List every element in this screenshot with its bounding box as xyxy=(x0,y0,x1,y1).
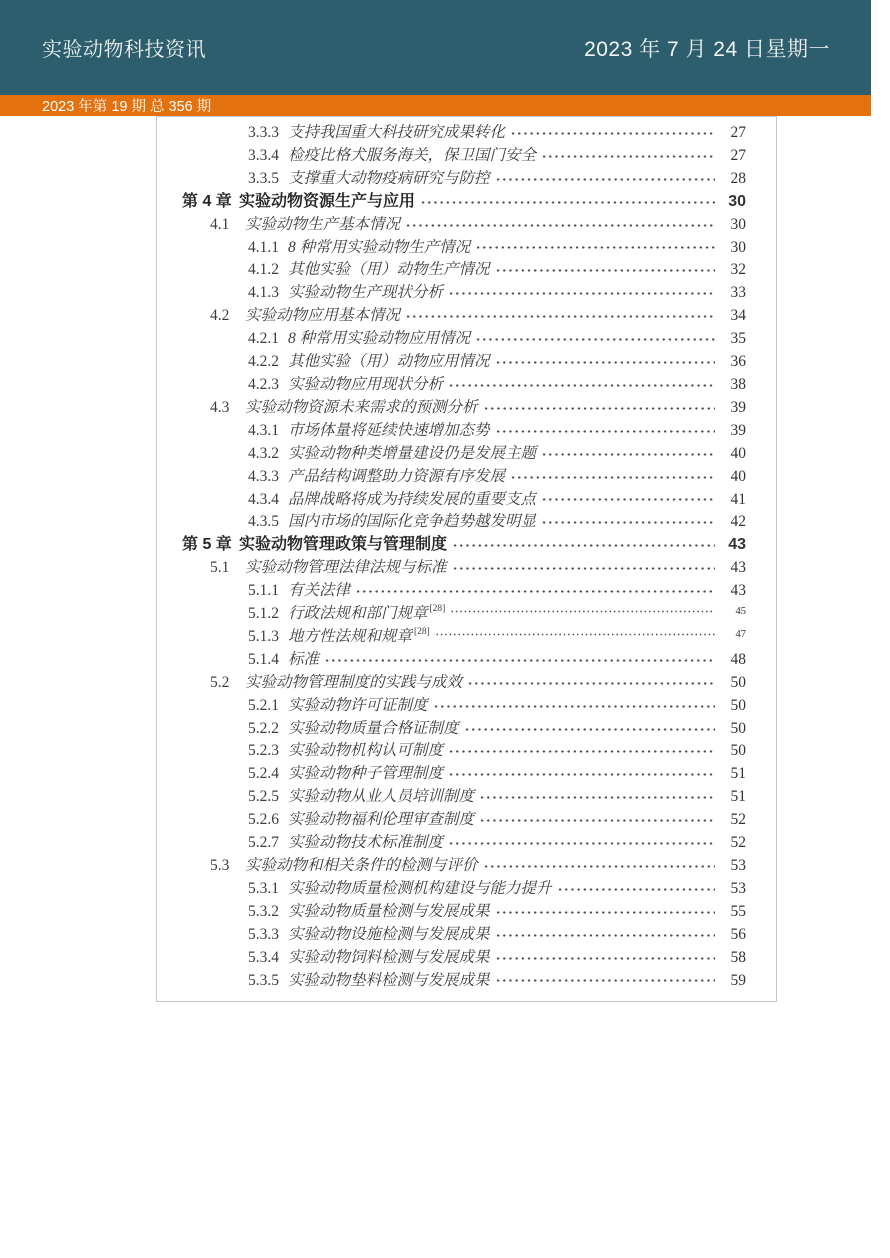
toc-entry-number: 4.2.1 xyxy=(248,330,279,348)
toc-entry-title: 8 种常用实验动物生产情况 xyxy=(288,238,471,256)
toc-entry xyxy=(157,580,746,603)
toc-entry-title: 实验动物资源生产与应用 xyxy=(239,192,416,210)
toc-entry-title: 实验动物管理政策与管理制度 xyxy=(239,536,448,554)
toc-entry-number: 4.3.5 xyxy=(248,513,279,531)
toc-entry xyxy=(157,191,746,214)
toc-entry-page: 58 xyxy=(730,948,746,966)
toc-entry xyxy=(157,557,746,580)
toc-entry-title: 实验动物福利伦理审查制度 xyxy=(288,811,475,829)
toc-entry-number: 4.3.3 xyxy=(248,467,279,485)
toc-entry-page: 53 xyxy=(730,879,746,897)
toc-entry xyxy=(157,282,746,305)
toc-entry-number: 4.3.1 xyxy=(248,421,279,439)
toc-entry-number: 5.3.2 xyxy=(248,902,279,920)
toc-entry xyxy=(157,718,746,741)
toc-entry xyxy=(157,832,746,855)
toc-entry-number: 3.3.3 xyxy=(248,124,279,141)
dot-leader xyxy=(448,382,715,389)
toc-entry xyxy=(157,855,746,878)
toc-entry xyxy=(157,420,746,443)
dot-leader xyxy=(452,565,715,572)
footnote-ref: [28] xyxy=(414,626,430,637)
dot-leader xyxy=(510,130,715,137)
toc-entry-title: 实验动物生产基本情况 xyxy=(245,215,401,233)
toc-entry-number: 5.3.5 xyxy=(248,971,279,989)
toc-entry-number: 5.3.4 xyxy=(248,948,279,966)
toc-entry-number: 5.2.5 xyxy=(248,788,279,806)
toc-entry-number: 5.1.2 xyxy=(248,605,279,623)
dot-leader xyxy=(510,474,715,481)
toc-entry-number: 5.1.4 xyxy=(248,650,279,668)
dot-leader xyxy=(475,244,715,251)
toc-entry-title: 实验动物质量检测与发展成果 xyxy=(288,902,490,920)
toc-entry-title: 实验动物管理法律法规与标准 xyxy=(245,559,447,577)
toc-entry xyxy=(157,489,746,512)
toc-entry-number: 4.2 xyxy=(210,307,230,325)
toc-entry xyxy=(157,672,746,695)
toc-entry-number: 4.2.2 xyxy=(248,353,279,371)
dot-leader xyxy=(541,451,715,458)
toc-entry xyxy=(157,122,746,145)
toc-entry xyxy=(157,259,746,282)
dot-leader xyxy=(495,909,715,916)
toc-entry xyxy=(157,168,746,191)
toc-entry-title: 支撑重大动物疫病研究与防控 xyxy=(288,169,490,187)
dot-leader xyxy=(433,703,715,710)
toc-entry-page: 36 xyxy=(730,353,746,371)
toc-entry xyxy=(157,970,746,993)
toc-entry-number: 5.2.3 xyxy=(248,742,279,760)
dot-leader xyxy=(541,153,715,160)
toc-entry-page: 50 xyxy=(730,696,746,714)
dot-leader xyxy=(448,748,715,755)
dot-leader xyxy=(483,863,715,870)
toc-entry xyxy=(157,145,746,168)
dot-leader xyxy=(405,222,715,229)
toc-entry-page: 50 xyxy=(730,719,746,737)
toc-entry-number: 3.3.4 xyxy=(248,146,279,164)
toc-entry-page: 39 xyxy=(730,421,746,439)
toc-entry-page: 51 xyxy=(730,788,746,806)
toc-entry-number: 5.1 xyxy=(210,559,230,577)
toc-entry-title: 实验动物设施检测与发展成果 xyxy=(288,925,490,943)
toc-entry xyxy=(157,649,746,672)
toc-entry xyxy=(157,443,746,466)
dot-leader xyxy=(495,977,715,984)
toc-entry-page: 27 xyxy=(730,124,746,141)
toc-entry-number: 4.3 xyxy=(210,398,230,416)
masthead xyxy=(0,0,871,95)
toc-entry-number: 5.2.4 xyxy=(248,765,279,783)
toc-entry-page: 43 xyxy=(728,536,746,554)
toc-entry-title: 实验动物垫料检测与发展成果 xyxy=(288,971,490,989)
toc-entry xyxy=(157,511,746,534)
toc-entry-title: 产品结构调整助力资源有序发展 xyxy=(288,467,506,485)
toc-entry-page: 27 xyxy=(730,146,746,164)
issue-bar xyxy=(0,95,871,116)
dot-leader xyxy=(541,496,715,503)
dot-leader xyxy=(435,632,715,637)
dot-leader xyxy=(541,519,715,526)
toc-entry-title: 实验动物管理制度的实践与成效 xyxy=(245,673,463,691)
toc-entry-title: 行政法规和部门规章 [28] xyxy=(288,603,446,623)
dot-leader xyxy=(450,609,715,614)
toc-entry-number: 第 4 章 xyxy=(182,192,232,210)
toc-entry-title: 有关法律 xyxy=(288,582,351,600)
dot-leader xyxy=(495,267,715,274)
toc-entry xyxy=(157,397,746,420)
toc-entry-page: 39 xyxy=(730,398,746,416)
toc-entry xyxy=(157,534,746,557)
toc-entry-page: 32 xyxy=(730,261,746,279)
document-page xyxy=(156,116,777,1002)
toc-entry-title: 其他实验（用）动物生产情况 xyxy=(288,261,490,279)
dot-leader xyxy=(324,657,715,664)
dot-leader xyxy=(495,955,715,962)
dot-leader xyxy=(464,726,715,733)
toc-entry-page: 28 xyxy=(730,169,746,187)
toc-entry-title: 实验动物种类增量建设仍是发展主题 xyxy=(288,444,537,462)
toc-entry-number: 4.1 xyxy=(210,215,230,233)
header-date: 2023 年 7 月 24 日星期一 xyxy=(584,37,830,61)
toc-entry xyxy=(157,305,746,328)
toc-entry-title: 市场体量将延续快速增加态势 xyxy=(288,421,490,439)
dot-leader xyxy=(448,771,715,778)
dot-leader xyxy=(557,886,715,893)
toc-entry-title: 支持我国重大科技研究成果转化 xyxy=(288,124,506,141)
toc-entry-title: 实验动物应用现状分析 xyxy=(288,375,444,393)
toc-entry xyxy=(157,763,746,786)
toc-entry-number: 5.2 xyxy=(210,673,230,691)
issue-number: 2023 年第 19 期 总 356 期 xyxy=(42,99,212,115)
dot-leader xyxy=(483,405,715,412)
toc-entry xyxy=(157,947,746,970)
dot-leader xyxy=(355,588,715,595)
toc-entry-page: 35 xyxy=(730,330,746,348)
toc-entry-title: 实验动物生产现状分析 xyxy=(288,284,444,302)
toc-entry-number: 4.1.2 xyxy=(248,261,279,279)
footnote-ref: [28] xyxy=(429,603,446,614)
toc-entry-title: 实验动物应用基本情况 xyxy=(245,307,401,325)
dot-leader xyxy=(479,794,715,801)
toc-entry-title: 实验动物质量合格证制度 xyxy=(288,719,459,737)
dot-leader xyxy=(475,336,715,343)
toc-entry-page: 41 xyxy=(730,490,746,508)
toc-entry-page: 53 xyxy=(730,857,746,874)
toc-entry-page: 42 xyxy=(730,513,746,531)
toc-entry-title: 实验动物饲料检测与发展成果 xyxy=(288,948,490,966)
toc-entry-title: 地方性法规和规章 [28] xyxy=(288,626,430,645)
toc-entry xyxy=(157,374,746,397)
toc-entry-number: 5.1.1 xyxy=(248,582,279,600)
dot-leader xyxy=(467,680,715,687)
toc-entry xyxy=(157,878,746,901)
toc-entry-number: 5.2.1 xyxy=(248,696,279,714)
toc-entry xyxy=(157,809,746,832)
toc-entry-page: 50 xyxy=(730,673,746,691)
publication-title: 实验动物科技资讯 xyxy=(42,39,206,61)
toc-entry-page: 40 xyxy=(730,444,746,462)
toc-entry-number: 3.3.5 xyxy=(248,169,279,187)
toc-entry xyxy=(157,214,746,237)
dot-leader xyxy=(495,428,715,435)
toc-entry-number: 5.3 xyxy=(210,857,230,874)
toc-entry-number: 第 5 章 xyxy=(182,536,232,554)
dot-leader xyxy=(479,817,715,824)
toc-entry xyxy=(157,740,746,763)
dot-leader xyxy=(495,359,715,366)
toc-entry-number: 5.3.1 xyxy=(248,879,279,897)
toc-entry-page: 30 xyxy=(728,192,746,210)
toc-entry-number: 4.1.3 xyxy=(248,284,279,302)
toc-entry-number: 4.3.4 xyxy=(248,490,279,508)
toc-entry xyxy=(157,924,746,947)
toc-entry xyxy=(157,695,746,718)
toc-entry-page: 52 xyxy=(730,834,746,852)
toc-entry-page: 59 xyxy=(730,971,746,989)
toc-entry xyxy=(157,626,746,649)
toc-entry-page: 34 xyxy=(730,307,746,325)
toc-entry-number: 4.1.1 xyxy=(248,238,279,256)
toc-entry-title: 实验动物机构认可制度 xyxy=(288,742,444,760)
toc-entry-page: 45 xyxy=(735,606,746,618)
dot-leader xyxy=(452,542,715,549)
toc-entry-number: 5.3.3 xyxy=(248,925,279,943)
toc-entry-number: 5.2.2 xyxy=(248,719,279,737)
toc-entry-number: 5.2.6 xyxy=(248,811,279,829)
toc-entry-page: 38 xyxy=(730,375,746,393)
toc-entry-title: 品牌战略将成为持续发展的重要支点 xyxy=(288,490,537,508)
toc-entry-title: 8 种常用实验动物应用情况 xyxy=(288,330,471,348)
toc-entry-title: 实验动物和相关条件的检测与评价 xyxy=(245,857,478,874)
dot-leader xyxy=(495,176,715,183)
toc-entry-page: 50 xyxy=(730,742,746,760)
toc-entry xyxy=(157,466,746,489)
toc-entry-number: 5.2.7 xyxy=(248,834,279,852)
toc-entry-page: 30 xyxy=(730,238,746,256)
toc-entry-page: 51 xyxy=(730,765,746,783)
toc-entry xyxy=(157,901,746,924)
toc-entry-title: 实验动物资源未来需求的预测分析 xyxy=(245,398,478,416)
toc-entry xyxy=(157,603,746,626)
toc-list xyxy=(157,122,746,992)
toc-entry xyxy=(157,351,746,374)
toc-entry-page: 48 xyxy=(730,650,746,668)
toc-entry-page: 43 xyxy=(730,582,746,600)
toc-entry-number: 4.2.3 xyxy=(248,375,279,393)
toc-entry-page: 33 xyxy=(730,284,746,302)
toc-entry-page: 40 xyxy=(730,467,746,485)
toc-entry-page: 30 xyxy=(730,215,746,233)
toc-entry-title: 实验动物质量检测机构建设与能力提升 xyxy=(288,879,552,897)
toc-entry-title: 标准 xyxy=(288,650,320,668)
toc-entry-title: 其他实验（用）动物应用情况 xyxy=(288,353,490,371)
toc-entry-page: 52 xyxy=(730,811,746,829)
toc-entry-title: 实验动物种子管理制度 xyxy=(288,765,444,783)
toc-entry xyxy=(157,237,746,260)
toc-entry-title: 检疫比格犬服务海关，保卫国门安全 xyxy=(288,146,537,164)
dot-leader xyxy=(405,313,715,320)
toc-entry-title: 国内市场的国际化竞争趋势越发明显 xyxy=(288,513,537,531)
toc-entry-page: 47 xyxy=(735,628,746,640)
toc-entry-page: 56 xyxy=(730,925,746,943)
toc-entry xyxy=(157,328,746,351)
toc-entry xyxy=(157,786,746,809)
toc-entry-number: 4.3.2 xyxy=(248,444,279,462)
toc-entry-title: 实验动物技术标准制度 xyxy=(288,834,444,852)
dot-leader xyxy=(448,840,715,847)
toc-entry-title: 实验动物从业人员培训制度 xyxy=(288,788,475,806)
dot-leader xyxy=(495,932,715,939)
dot-leader xyxy=(420,199,715,206)
dot-leader xyxy=(448,290,715,297)
toc-entry-page: 55 xyxy=(730,902,746,920)
toc-entry-number: 5.1.3 xyxy=(248,627,279,645)
toc-entry-page: 43 xyxy=(730,559,746,577)
toc-entry-title: 实验动物许可证制度 xyxy=(288,696,428,714)
